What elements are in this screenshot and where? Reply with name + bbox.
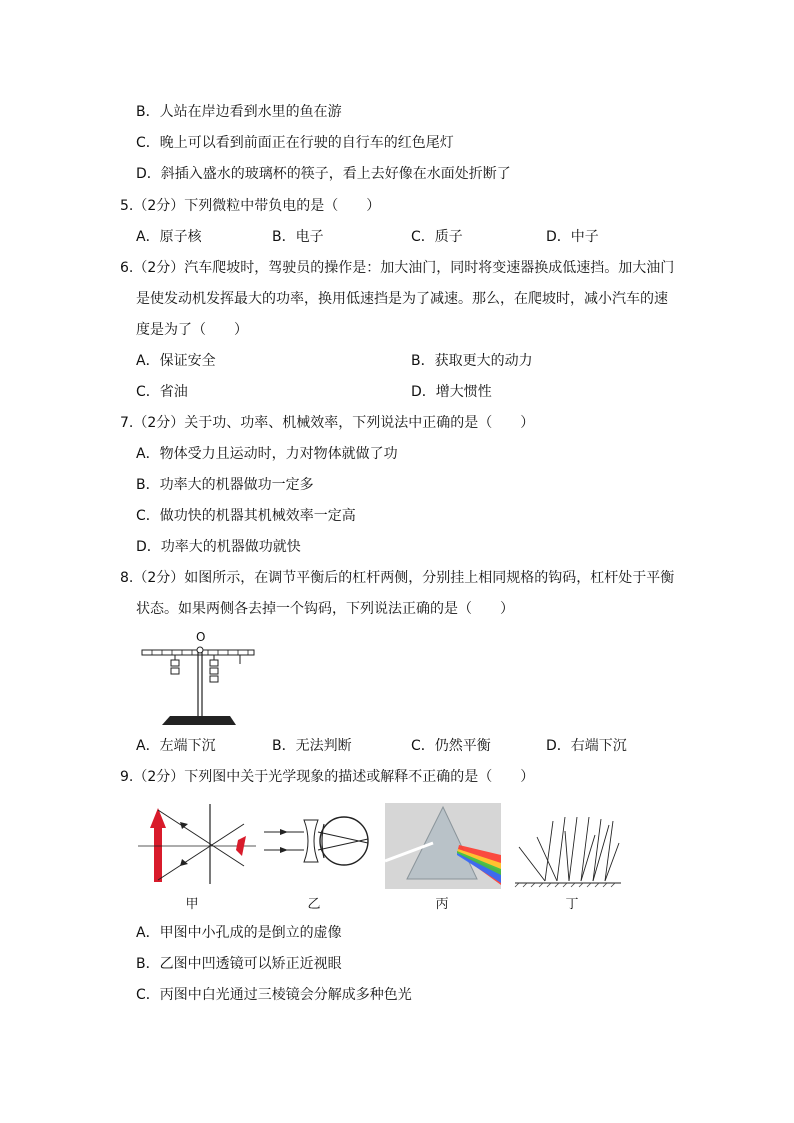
q6-stem-line-3: 度是为了（ ） [136,322,248,338]
q5-option-b: B．电子 [272,229,324,245]
q5-option-c: C．质子 [411,229,463,245]
prism-figure [385,803,501,889]
q6-stem-line-2: 是使发动机发挥最大的功率，换用低速挡是为了减速。那么，在爬坡时，减小汽车的速 [136,291,668,307]
q6-stem-line-1: 6.（2分）汽车爬坡时，驾驶员的操作是：加大油门，同时将变速器换成低速挡。加大油门 [120,260,675,276]
q9-option-a: A．甲图中小孔成的是倒立的虚像 [136,925,342,941]
q5-option-d: D．中子 [546,229,599,245]
q8-option-a: A．左端下沉 [136,738,216,754]
lever-figure [140,628,260,728]
q8-stem-line-2: 状态。如果两侧各去掉一个钩码，下列说法正确的是（ ） [136,601,514,617]
q7-option-a: A．物体受力且运动时，力对物体就做了功 [136,446,398,462]
q4-option-b: B．人站在岸边看到水里的鱼在游 [136,104,342,120]
diffuse-reflection-figure [513,815,623,891]
q7-option-d: D．功率大的机器做功就快 [136,539,301,555]
q8-option-b: B．无法判断 [272,738,352,754]
q6-option-a: A．保证安全 [136,353,216,369]
pivot-label: O [196,630,206,644]
q7-option-c: C．做功快的机器其机械效率一定高 [136,508,356,524]
q8-option-d: D．右端下沉 [546,738,627,754]
q9-option-b: B．乙图中凹透镜可以矫正近视眼 [136,956,342,972]
pinhole-figure [138,800,258,890]
q7-stem: 7.（2分）关于功、功率、机械效率，下列说法中正确的是（ ） [120,415,535,431]
caption-jia: 甲 [185,897,199,912]
q7-option-b: B．功率大的机器做功一定多 [136,477,314,493]
caption-ding: 丁 [565,897,579,912]
q9-option-c: C．丙图中白光通过三棱镜会分解成多种色光 [136,987,412,1003]
caption-bing: 丙 [435,897,449,912]
q8-option-c: C．仍然平衡 [411,738,491,754]
eye-lens-figure [264,806,374,876]
q6-option-d: D．增大惯性 [411,384,492,400]
q9-stem: 9.（2分）下列图中关于光学现象的描述或解释不正确的是（ ） [120,769,535,785]
q4-option-d: D．斜插入盛水的玻璃杯的筷子，看上去好像在水面处折断了 [136,166,511,182]
q8-stem-line-1: 8.（2分）如图所示，在调节平衡后的杠杆两侧，分别挂上相同规格的钩码，杠杆处于平衡 [120,570,675,586]
caption-yi: 乙 [307,897,321,912]
q5-option-a: A．原子核 [136,229,202,245]
q6-option-b: B．获取更大的动力 [411,353,533,369]
q5-stem: 5.（2分）下列微粒中带负电的是（ ） [120,198,381,214]
q6-option-c: C．省油 [136,384,188,400]
q4-option-c: C．晚上可以看到前面正在行驶的自行车的红色尾灯 [136,135,454,151]
